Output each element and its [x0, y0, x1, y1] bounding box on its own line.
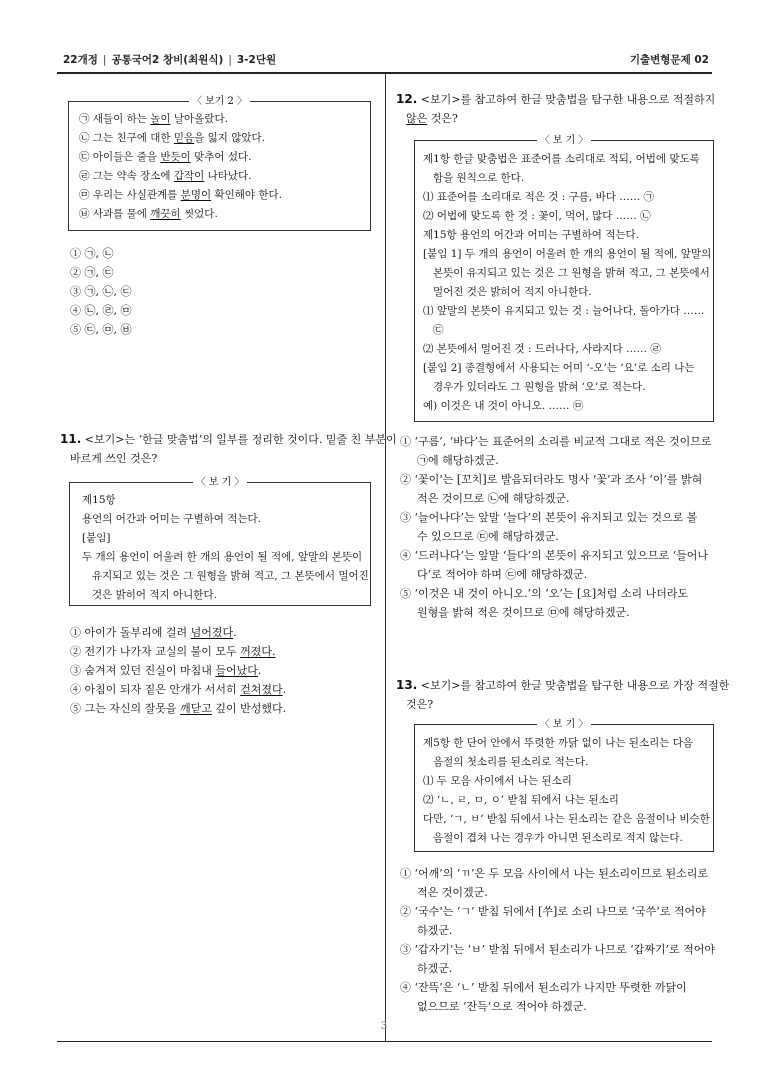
q12-option-line1: ① ‘구름’, ‘바다’는 표준어의 소리를 비교적 그대로 적은 것이므로 [400, 435, 712, 448]
q13-option [400, 940, 715, 978]
q13-option-line1: ④ ‘잔뜩’은 ‘ㄴ’ 받침 뒤에서 된소리가 나지만 뚜렷한 까닭이 [400, 981, 687, 994]
q12-options [400, 432, 711, 622]
q13-options [400, 864, 715, 1016]
q11-box-line: 용언의 어간과 어미는 구별하여 적는다. [82, 513, 261, 525]
q11-option-text: 깊이 반성했다. [211, 702, 287, 715]
q10-box-line [79, 205, 360, 224]
q12-box-line: 멀어진 것은 밝히어 적지 아니한다. [433, 286, 592, 298]
q11-option-text: ① 아이가 돌부리에 걸려 [70, 626, 191, 639]
q12-option [400, 432, 711, 470]
q13-number: 13. [396, 678, 418, 692]
q10-line-target-word: 깨끗히 [150, 208, 181, 220]
q10-line-text: 을 잃지 않았다. [194, 132, 266, 144]
q11-box-line: 제15항 [82, 494, 116, 506]
q10-box-line [79, 148, 360, 167]
q11-option-text: ⑤ 그는 자신의 잘못을 [70, 702, 180, 715]
q11-stem [60, 430, 397, 468]
q11-option-text: . [233, 626, 237, 639]
q10-line-text: 날아올랐다. [170, 113, 228, 125]
q10-box-line [79, 110, 360, 129]
header-separator: | [228, 54, 232, 66]
q10-option: ⑤ ㉢, ㉤, ㉥ [70, 323, 132, 336]
q12-option-line1: ② ‘꽃이’는 [꼬치]로 발음되더라도 명사 ‘꽃’과 조사 ‘이’를 밝혀 [400, 473, 703, 486]
q12-option-line2: 원형을 밝혀 적은 것이므로 ㉤에 해당하겠군. [417, 606, 630, 619]
q11-box-title: 〈 보 기 〉 [70, 473, 370, 491]
q10-box-lines [79, 110, 360, 224]
q13-option-line2: 하겠군. [417, 924, 453, 937]
q11-option-text: ② 전기가 나가자 교실의 불이 모두 [70, 645, 241, 658]
header-subject: 공통국어2 창비(최원식) [111, 54, 224, 66]
q13-option [400, 902, 715, 940]
q12-box-line: ㉢ [433, 324, 444, 336]
column-divider [385, 73, 386, 1041]
header-right: 기출변형문제 02 [629, 54, 709, 66]
q13-box-line: ⑵ ‘ㄴ, ㄹ, ㅁ, ㅇ’ 받침 뒤에서 나는 된소리 [423, 794, 619, 806]
q13-option [400, 978, 715, 1016]
q10-line-mark: ㉥ [79, 208, 90, 220]
q11-options [70, 623, 286, 718]
q10-line-text: 맞추어 섰다. [190, 151, 252, 163]
q13-box-line: 다만, ‘ㄱ, ㅂ’ 받침 뒤에서 나는 된소리는 같은 음절이나 비슷한 [423, 813, 710, 825]
q12-box-line: 경우가 있더라도 그 원형을 밝혀 ‘오’로 적는다. [433, 381, 646, 393]
q12-stem-line1: <보기>를 참고하여 한글 맞춤법을 탐구한 내용으로 적절하지 [417, 93, 716, 106]
q12-box-line: 본뜻이 유지되고 있는 것은 그 원형을 밝혀 적고, 그 본뜻에서 [433, 267, 710, 279]
q12-number: 12. [396, 92, 418, 106]
q10-line-mark: ㉠ [79, 113, 90, 125]
q11-option [70, 661, 286, 680]
q11-option [70, 623, 286, 642]
q11-option-underlined: 넘어졌다 [190, 626, 234, 639]
q11-option-underlined: 들어났다 [215, 664, 258, 677]
q10-line-target-word: 반듯이 [160, 151, 191, 163]
header-grade: 22개정 [63, 54, 98, 66]
q13-option [400, 864, 715, 902]
q13-box-line: 음절의 첫소리를 된소리로 적는다. [433, 756, 589, 768]
q13-option-line2: 적은 것이겠군. [417, 886, 488, 899]
q12-box-lines [423, 150, 712, 416]
q12-box-line: ⑴ 앞말의 본뜻이 유지되고 있는 것 : 늘어나다, 돌아가다 …… [423, 305, 705, 317]
q11-option [70, 642, 286, 661]
q13-box-line: 음절이 겹쳐 나는 경우가 아니면 된소리로 적지 않는다. [433, 832, 683, 844]
q10-example-box [68, 96, 371, 231]
q10-line-target-word: 놀이 [150, 113, 171, 125]
q12-option-line1: ③ ‘늘어나다’는 앞말 ‘늘다’의 본뜻이 유지되고 있는 것으로 볼 [400, 511, 698, 524]
q10-line-text: 그는 약속 장소에 [89, 170, 174, 182]
q10-line-text: 확인해야 한다. [211, 189, 282, 201]
q13-option-line1: ① ‘어깨’의 ‘ㄲ’은 두 모음 사이에서 나는 된소리이므로 된소리로 [400, 867, 708, 880]
q11-option-underlined: 깨닫고 [180, 702, 212, 715]
q12-option [400, 584, 711, 622]
q12-box-title: 〈 보 기 〉 [415, 131, 713, 149]
q12-option-line1: ④ ‘드러나다’는 앞말 ‘들다’의 본뜻이 유지되고 있으므로 ‘들어나 [400, 549, 708, 562]
q12-box-line: ⑴ 표준어를 소리대로 적은 것 : 구름, 바다 …… ㉠ [423, 191, 655, 203]
q11-option-underlined: 꺼졌다. [240, 645, 276, 658]
q13-box-title: 〈 보 기 〉 [415, 715, 713, 733]
q12-box-line: [붙임 1] 두 개의 용언이 어울려 한 개의 용언이 될 적에, 앞말의 [423, 248, 712, 260]
q10-box-title: 〈 보기 2 〉 [69, 92, 370, 110]
q11-box-line: 것은 밝히어 적지 아니한다. [92, 589, 217, 601]
q11-option [70, 680, 286, 699]
q10-line-mark: ㉣ [79, 170, 90, 182]
q12-stem [396, 90, 716, 128]
q10-line-text: 우리는 사실관계를 [89, 189, 181, 201]
q12-stem-not: 않은 [406, 112, 428, 125]
q10-line-target-word: 분명이 [180, 189, 212, 201]
q11-option-text: ④ 아침이 되자 짙은 안개가 서서히 [70, 683, 241, 696]
q12-stem-line2: 것은? [427, 112, 458, 125]
page-number: 3 [380, 1020, 388, 1032]
q11-box-line: 유지되고 있는 것은 그 원형을 밝혀 적고, 그 본뜻에서 멀어진 [92, 570, 369, 582]
q10-line-text: 사과를 물에 [89, 208, 151, 220]
q13-option-line1: ③ ‘갑자기’는 ‘ㅂ’ 받침 뒤에서 된소리가 나므로 ‘갑짜기’로 적어야 [400, 943, 715, 956]
q13-stem-line2: 것은? [406, 698, 434, 711]
q10-line-text: 그는 친구에 대한 [89, 132, 174, 144]
header-separator: | [102, 54, 107, 66]
footer-rule [57, 1041, 712, 1042]
q12-option-line2: 수 있으므로 ㉢에 해당하겠군. [417, 530, 559, 543]
q12-example-box [414, 135, 714, 422]
q12-option [400, 508, 711, 546]
header-left [63, 52, 276, 67]
q10-option: ② ㉠, ㉢ [70, 266, 114, 279]
q12-option-line2: ㉠에 해당하겠군. [417, 454, 499, 467]
q13-example-box [414, 719, 714, 852]
q13-option-line2: 하겠군. [417, 962, 453, 975]
q11-example-box [69, 477, 371, 606]
q10-line-target-word: 믿음 [173, 132, 195, 144]
q12-box-line: [붙임 2] 종결형에서 사용되는 어미 ‘-오’는 ‘요’로 소리 나는 [423, 362, 695, 374]
q11-option-text: . [282, 683, 287, 696]
q12-box-line: 제1항 한글 맞춤법은 표준어를 소리대로 적되, 어법에 맞도록 [423, 153, 700, 165]
q11-box-line: 두 개의 용언이 어울려 한 개의 용언이 될 적에, 앞말의 본뜻이 [82, 551, 363, 563]
q10-line-mark: ㉡ [79, 132, 90, 144]
q12-box-line: 예) 이것은 내 것이 아니오. …… ㉤ [423, 400, 584, 412]
q10-option: ① ㉠, ㉡ [70, 247, 114, 260]
q12-box-line: 함을 원칙으로 한다. [433, 172, 525, 184]
q12-option-line2: 적은 것이므로 ㉡에 해당하겠군. [417, 492, 570, 505]
q13-option-line2: 없으므로 ‘잔득’으로 적어야 하겠군. [417, 1000, 587, 1013]
q12-option [400, 470, 711, 508]
q11-option-text: ③ 숨겨져 있던 진실이 마침내 [70, 664, 216, 677]
q13-box-lines [423, 734, 710, 848]
q11-box-line: [붙임] [82, 532, 111, 544]
q13-box-line: 제5항 한 단어 안에서 뚜렷한 까닭 없이 나는 된소리는 다음 [423, 737, 694, 749]
q10-line-text: 아이들은 줄을 [89, 151, 161, 163]
q13-option-line1: ② ‘국수’는 ‘ㄱ’ 받침 뒤에서 [쑤]로 소리 나므로 ‘국쑤’로 적어야 [400, 905, 706, 918]
q12-option [400, 546, 711, 584]
q10-option: ④ ㉡, ㉣, ㉤ [70, 304, 132, 317]
q12-option-line1: ⑤ ‘이것은 내 것이 아니오.’의 ‘오’는 [요]처럼 소리 나더라도 [400, 587, 689, 600]
q11-option-underlined: 걷쳐졌다 [240, 683, 283, 696]
q13-stem [396, 676, 730, 714]
q11-option [70, 699, 286, 718]
q10-line-text: 나타났다. [204, 170, 252, 182]
q11-option-text: . [257, 664, 262, 677]
q13-stem-line1: <보기>를 참고하여 한글 맞춤법을 탐구한 내용으로 가장 적절한 [417, 679, 730, 692]
q10-line-text: 새들이 하는 [89, 113, 151, 125]
q10-line-text: 씻었다. [180, 208, 218, 220]
q10-box-line [79, 186, 360, 205]
q10-option: ③ ㉠, ㉡, ㉢ [70, 285, 132, 298]
q11-number: 11. [60, 432, 82, 446]
q11-stem-line2: 바르게 쓰인 것은? [70, 452, 158, 465]
q12-box-line: ⑵ 어법에 맞도록 한 것 : 꽃이, 먹어, 많다 …… ㉡ [423, 210, 651, 222]
q12-box-line: 제15항 용언의 어간과 어미는 구별하여 적는다. [423, 229, 639, 241]
q10-box-line [79, 129, 360, 148]
q12-option-line2: 다’로 적어야 하며 ㉢에 해당하겠군. [417, 568, 588, 581]
q13-box-line: ⑴ 두 모음 사이에서 나는 된소리 [423, 775, 572, 787]
q10-line-target-word: 갑작이 [173, 170, 205, 182]
q10-line-mark: ㉤ [79, 189, 90, 201]
header-unit: 3-2단원 [236, 54, 277, 66]
q11-stem-line1: <보기>는 ‘한글 맞춤법’의 일부를 정리한 것이다. 밑줄 친 부분이 [81, 433, 397, 446]
q10-line-mark: ㉢ [79, 151, 90, 163]
q12-box-line: ⑵ 본뜻에서 멀어진 것 : 드러나다, 사라지다 …… ㉣ [423, 343, 661, 355]
q10-box-line [79, 167, 360, 186]
q10-options [70, 244, 131, 339]
